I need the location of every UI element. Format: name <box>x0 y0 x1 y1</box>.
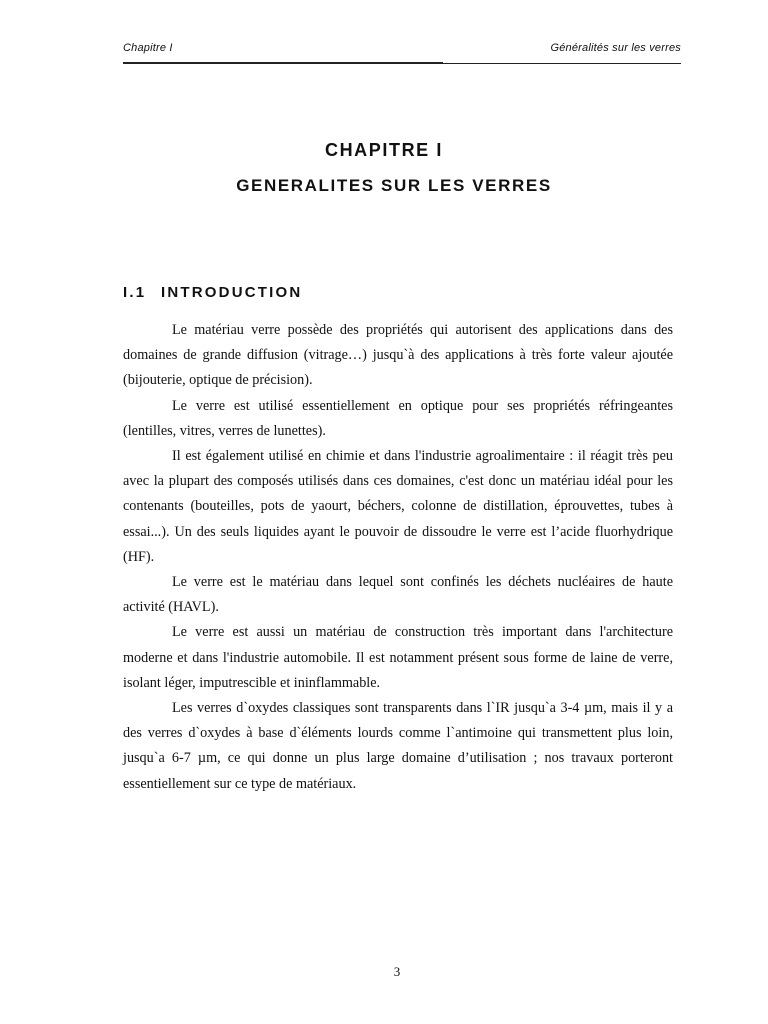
paragraph: Le verre est aussi un matériau de construction très important dans l'architecture moderne et dans l'industrie automobile. Il est notamment présent sous forme de laine de verre, isolant léger, imputrescible et ininflammable. <box>123 624 673 691</box>
paragraph: Le verre est utilisé essentiellement en optique pour ses propriétés réfringeantes (lentilles, vitres, verres de lunettes). <box>123 397 673 439</box>
running-header <box>123 42 681 58</box>
header-chapter-label: Chapitre I <box>123 42 173 54</box>
paragraph: Le matériau verre possède des propriétés qui autorisent des applications dans des domaines de grande diffusion (vitrage…) jusqu`à des applications à très forte valeur ajoutée (bijouterie, optique de précision). <box>123 322 673 389</box>
section-title: INTRODUCTION <box>161 284 303 301</box>
header-section-label: Généralités sur les verres <box>550 42 681 54</box>
chapter-title: GENERALITES SUR LES VERRES <box>236 176 552 195</box>
header-rule <box>123 63 681 64</box>
section-number: I.1 <box>123 284 147 301</box>
paragraph: Il est également utilisé en chimie et dans l'industrie agroalimentaire : il réagit très peu avec la plupart des composés utilisés dans ces domaines, c'est donc un matériau idéal pour les contenants (bouteilles, pots de yaourt, béchers, colonne de distillation, éprouvettes, tubes à essai...). Un des seuls liquides ayant le pouvoir de dissoudre le verre est l’acide fluorhydrique (HF). <box>123 448 673 565</box>
body-text <box>123 318 673 797</box>
page-number: 3 <box>393 964 401 979</box>
paragraph: Le verre est le matériau dans lequel sont confinés les déchets nucléaires de haute activité (HAVL). <box>123 574 673 616</box>
section-heading <box>123 284 302 301</box>
paragraph: Les verres d`oxydes classiques sont transparents dans l`IR jusqu`a 3-4 µm, mais il y a des verres d`oxydes à base d`éléments lourds comme l`antimoine qui transmettent plus loin, jusqu`a 6-7 µm, ce qui donne un plus large domaine d’utilisation ; nos travaux porteront essentiellement sur ce type de matériaux. <box>123 700 673 792</box>
chapter-number: CHAPITRE I <box>324 140 443 160</box>
